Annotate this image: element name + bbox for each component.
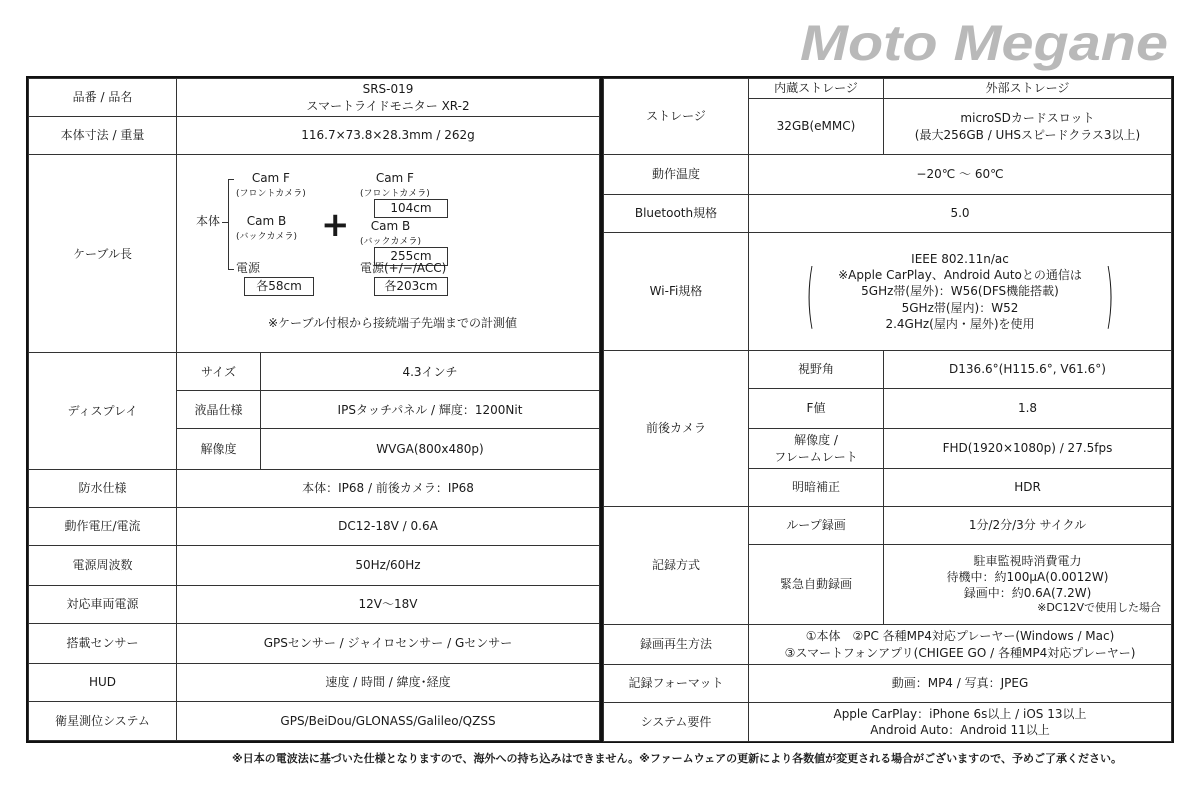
system-line-2: Android Auto：Android 11以上 [870, 723, 1050, 737]
f-label: F値 [749, 389, 884, 429]
storage-label: ストレージ [604, 79, 749, 155]
row-playback [604, 625, 1172, 665]
footer-note: ※日本の電波法に基づいた仕様となりますので、海外への持ち込みはできません。※ファームウェアの更新により各数値が変更される場合がございますので、予めご了承ください。 [232, 752, 1122, 765]
moto-megane-logo [800, 8, 1175, 78]
model-value [177, 79, 600, 117]
resolution-label: 解像度 [177, 429, 261, 469]
cable-cam-f-length: 104cm [374, 199, 448, 218]
row-bluetooth [604, 195, 1172, 233]
format-value: 動画：MP4 / 写真：JPEG [749, 665, 1172, 703]
waterproof-label: 防水仕様 [29, 469, 177, 507]
panel-label: 液晶仕様 [177, 391, 261, 429]
temperature-value: −20℃ 〜 60℃ [749, 155, 1172, 195]
wifi-note-1: ※Apple CarPlay、Android Autoとの通信は [838, 268, 1082, 283]
cable-cam-f-ext: Cam F (フロントカメラ) [360, 170, 430, 200]
frequency-label: 電源周波数 [29, 545, 177, 585]
row-vehicle-power [29, 585, 600, 623]
system-line-1: Apple CarPlay：iPhone 6s以上 / iOS 13以上 [833, 706, 1087, 721]
row-cable [29, 155, 600, 353]
external-storage-value [884, 99, 1172, 155]
emergency-line-2: 待機中：約100μA(0.0012W) [946, 569, 1109, 584]
cable-label: ケーブル長 [29, 155, 177, 353]
wifi-note-3: 5GHz帯(屋内)：W52 [901, 300, 1019, 315]
camera-resolution-value: FHD(1920×1080p) / 27.5fps [884, 429, 1172, 469]
hdr-label: 明暗補正 [749, 469, 884, 507]
emergency-label: 緊急自動録画 [749, 545, 884, 625]
spec-left-column [28, 78, 603, 741]
emergency-line-1: 駐車監視時消費電力 [973, 553, 1082, 568]
row-system-requirements [604, 703, 1172, 742]
hdr-value: HDR [884, 469, 1172, 507]
cable-power-ext: 電源(+/−/ACC) [360, 260, 447, 275]
row-format [604, 665, 1172, 703]
wifi-standard: IEEE 802.11n/ac [911, 252, 1009, 267]
system-label: システム要件 [604, 703, 749, 742]
size-label: サイズ [177, 353, 261, 391]
row-waterproof [29, 469, 600, 507]
bluetooth-value: 5.0 [749, 195, 1172, 233]
row-storage-head [604, 79, 1172, 99]
vehicle-power-label: 対応車両電源 [29, 585, 177, 623]
recording-label: 記録方式 [604, 507, 749, 625]
playback-label: 録画再生方法 [604, 625, 749, 665]
cable-note: ※ケーブル付根から接続端子先端までの計測値 [268, 315, 517, 330]
fov-value: D136.6°(H115.6°, V61.6°) [884, 351, 1172, 389]
voltage-label: 動作電圧/電流 [29, 507, 177, 545]
cable-cam-b: Cam B (バックカメラ) [236, 213, 298, 243]
voltage-value: DC12-18V / 0.6A [177, 507, 600, 545]
row-dimensions [29, 117, 600, 155]
sensors-value: GPSセンサー / ジャイロセンサー / Gセンサー [177, 623, 600, 663]
system-value [749, 703, 1172, 742]
emergency-note: ※DC12Vで使用した場合 [1037, 601, 1161, 615]
fov-label: 視野角 [749, 351, 884, 389]
row-camera-fov [604, 351, 1172, 389]
external-storage-head: 外部ストレージ [884, 79, 1172, 99]
cable-cam-b-ext: Cam B (バックカメラ) [360, 218, 422, 248]
plus-icon: + [321, 204, 350, 245]
row-gnss [29, 701, 600, 740]
playback-value [749, 625, 1172, 665]
wifi-note-4: 2.4GHz(屋内・屋外)を使用 [885, 316, 1035, 331]
wifi-label: Wi-Fi規格 [604, 233, 749, 351]
dims-value: 116.7×73.8×28.3mm / 262g [177, 117, 600, 155]
size-value: 4.3インチ [261, 353, 600, 391]
bluetooth-label: Bluetooth規格 [604, 195, 749, 233]
camera-resolution-label: 解像度 / フレームレート [749, 429, 884, 469]
sensors-label: 搭載センサー [29, 623, 177, 663]
vehicle-power-value: 12V〜18V [177, 585, 600, 623]
emergency-line-3: 録画中：約0.6A(7.2W) [963, 586, 1092, 601]
emergency-value [884, 545, 1172, 625]
row-display-size [29, 353, 600, 391]
camera-label: 前後カメラ [604, 351, 749, 507]
gnss-value: GPS/BeiDou/GLONASS/Galileo/QZSS [177, 701, 600, 740]
row-hud [29, 663, 600, 701]
row-temperature [604, 155, 1172, 195]
row-loop-recording [604, 507, 1172, 545]
wifi-note-2: 5GHz帯(屋外)：W56(DFS機能搭載) [861, 284, 1059, 299]
cable-power-length: 各58cm [244, 277, 314, 296]
model-label: 品番 / 品名 [29, 79, 177, 117]
cable-power: 電源 [236, 260, 261, 275]
internal-storage-value: 32GB(eMMC) [749, 99, 884, 155]
playback-line-2: ③スマートフォンアプリ(CHIGEE GO / 各種MP4対応プレーヤー) [784, 645, 1136, 660]
cable-diagram [177, 155, 600, 353]
row-wifi [604, 233, 1172, 351]
format-label: 記録フォーマット [604, 665, 749, 703]
row-frequency [29, 545, 600, 585]
spec-right-column [603, 78, 1172, 741]
frequency-value: 50Hz/60Hz [177, 545, 600, 585]
waterproof-value: 本体：IP68 / 前後カメラ：IP68 [177, 469, 600, 507]
loop-value: 1分/2分/3分 サイクル [884, 507, 1172, 545]
f-value: 1.8 [884, 389, 1172, 429]
dims-label: 本体寸法 / 重量 [29, 117, 177, 155]
wifi-value [749, 233, 1172, 351]
cable-power-ext-length: 各203cm [374, 277, 448, 296]
loop-label: ループ録画 [749, 507, 884, 545]
panel-value: IPSタッチパネル / 輝度：1200Nit [261, 391, 600, 429]
external-storage-sub: (最大256GB / UHSスピードクラス3以上) [914, 127, 1141, 142]
cable-cam-f: Cam F (フロントカメラ) [236, 170, 306, 200]
row-sensors [29, 623, 600, 663]
external-storage-main: microSDカードスロット [960, 111, 1095, 126]
temperature-label: 動作温度 [604, 155, 749, 195]
hud-value: 速度 / 時間 / 緯度･経度 [177, 663, 600, 701]
cable-cam-b-length: 255cm [374, 247, 448, 266]
playback-line-1: ①本体 ②PC 各種MP4対応プレーヤー(Windows / Mac) [805, 629, 1115, 644]
gnss-label: 衛星測位システム [29, 701, 177, 740]
display-label: ディスプレイ [29, 353, 177, 469]
row-voltage [29, 507, 600, 545]
spec-table [26, 76, 1174, 743]
hud-label: HUD [29, 663, 177, 701]
wifi-notes: ( ※Apple CarPlay、Android Autoとの通信は 5GHz帯(屋外)：W56(DFS機能搭載) 5GHz帯(屋内)：W52 2.4GHz(屋内・屋外)を使用 ) [806, 258, 1114, 339]
cable-body: 本体 [196, 213, 221, 228]
resolution-value: WVGA(800x480p) [261, 429, 600, 469]
logo-text: Moto Megane [800, 15, 1168, 71]
internal-storage-head: 内蔵ストレージ [749, 79, 884, 99]
row-model [29, 79, 600, 117]
model-name: スマートライドモニター XR-2 [306, 98, 470, 113]
model-code: SRS-019 [362, 82, 414, 97]
